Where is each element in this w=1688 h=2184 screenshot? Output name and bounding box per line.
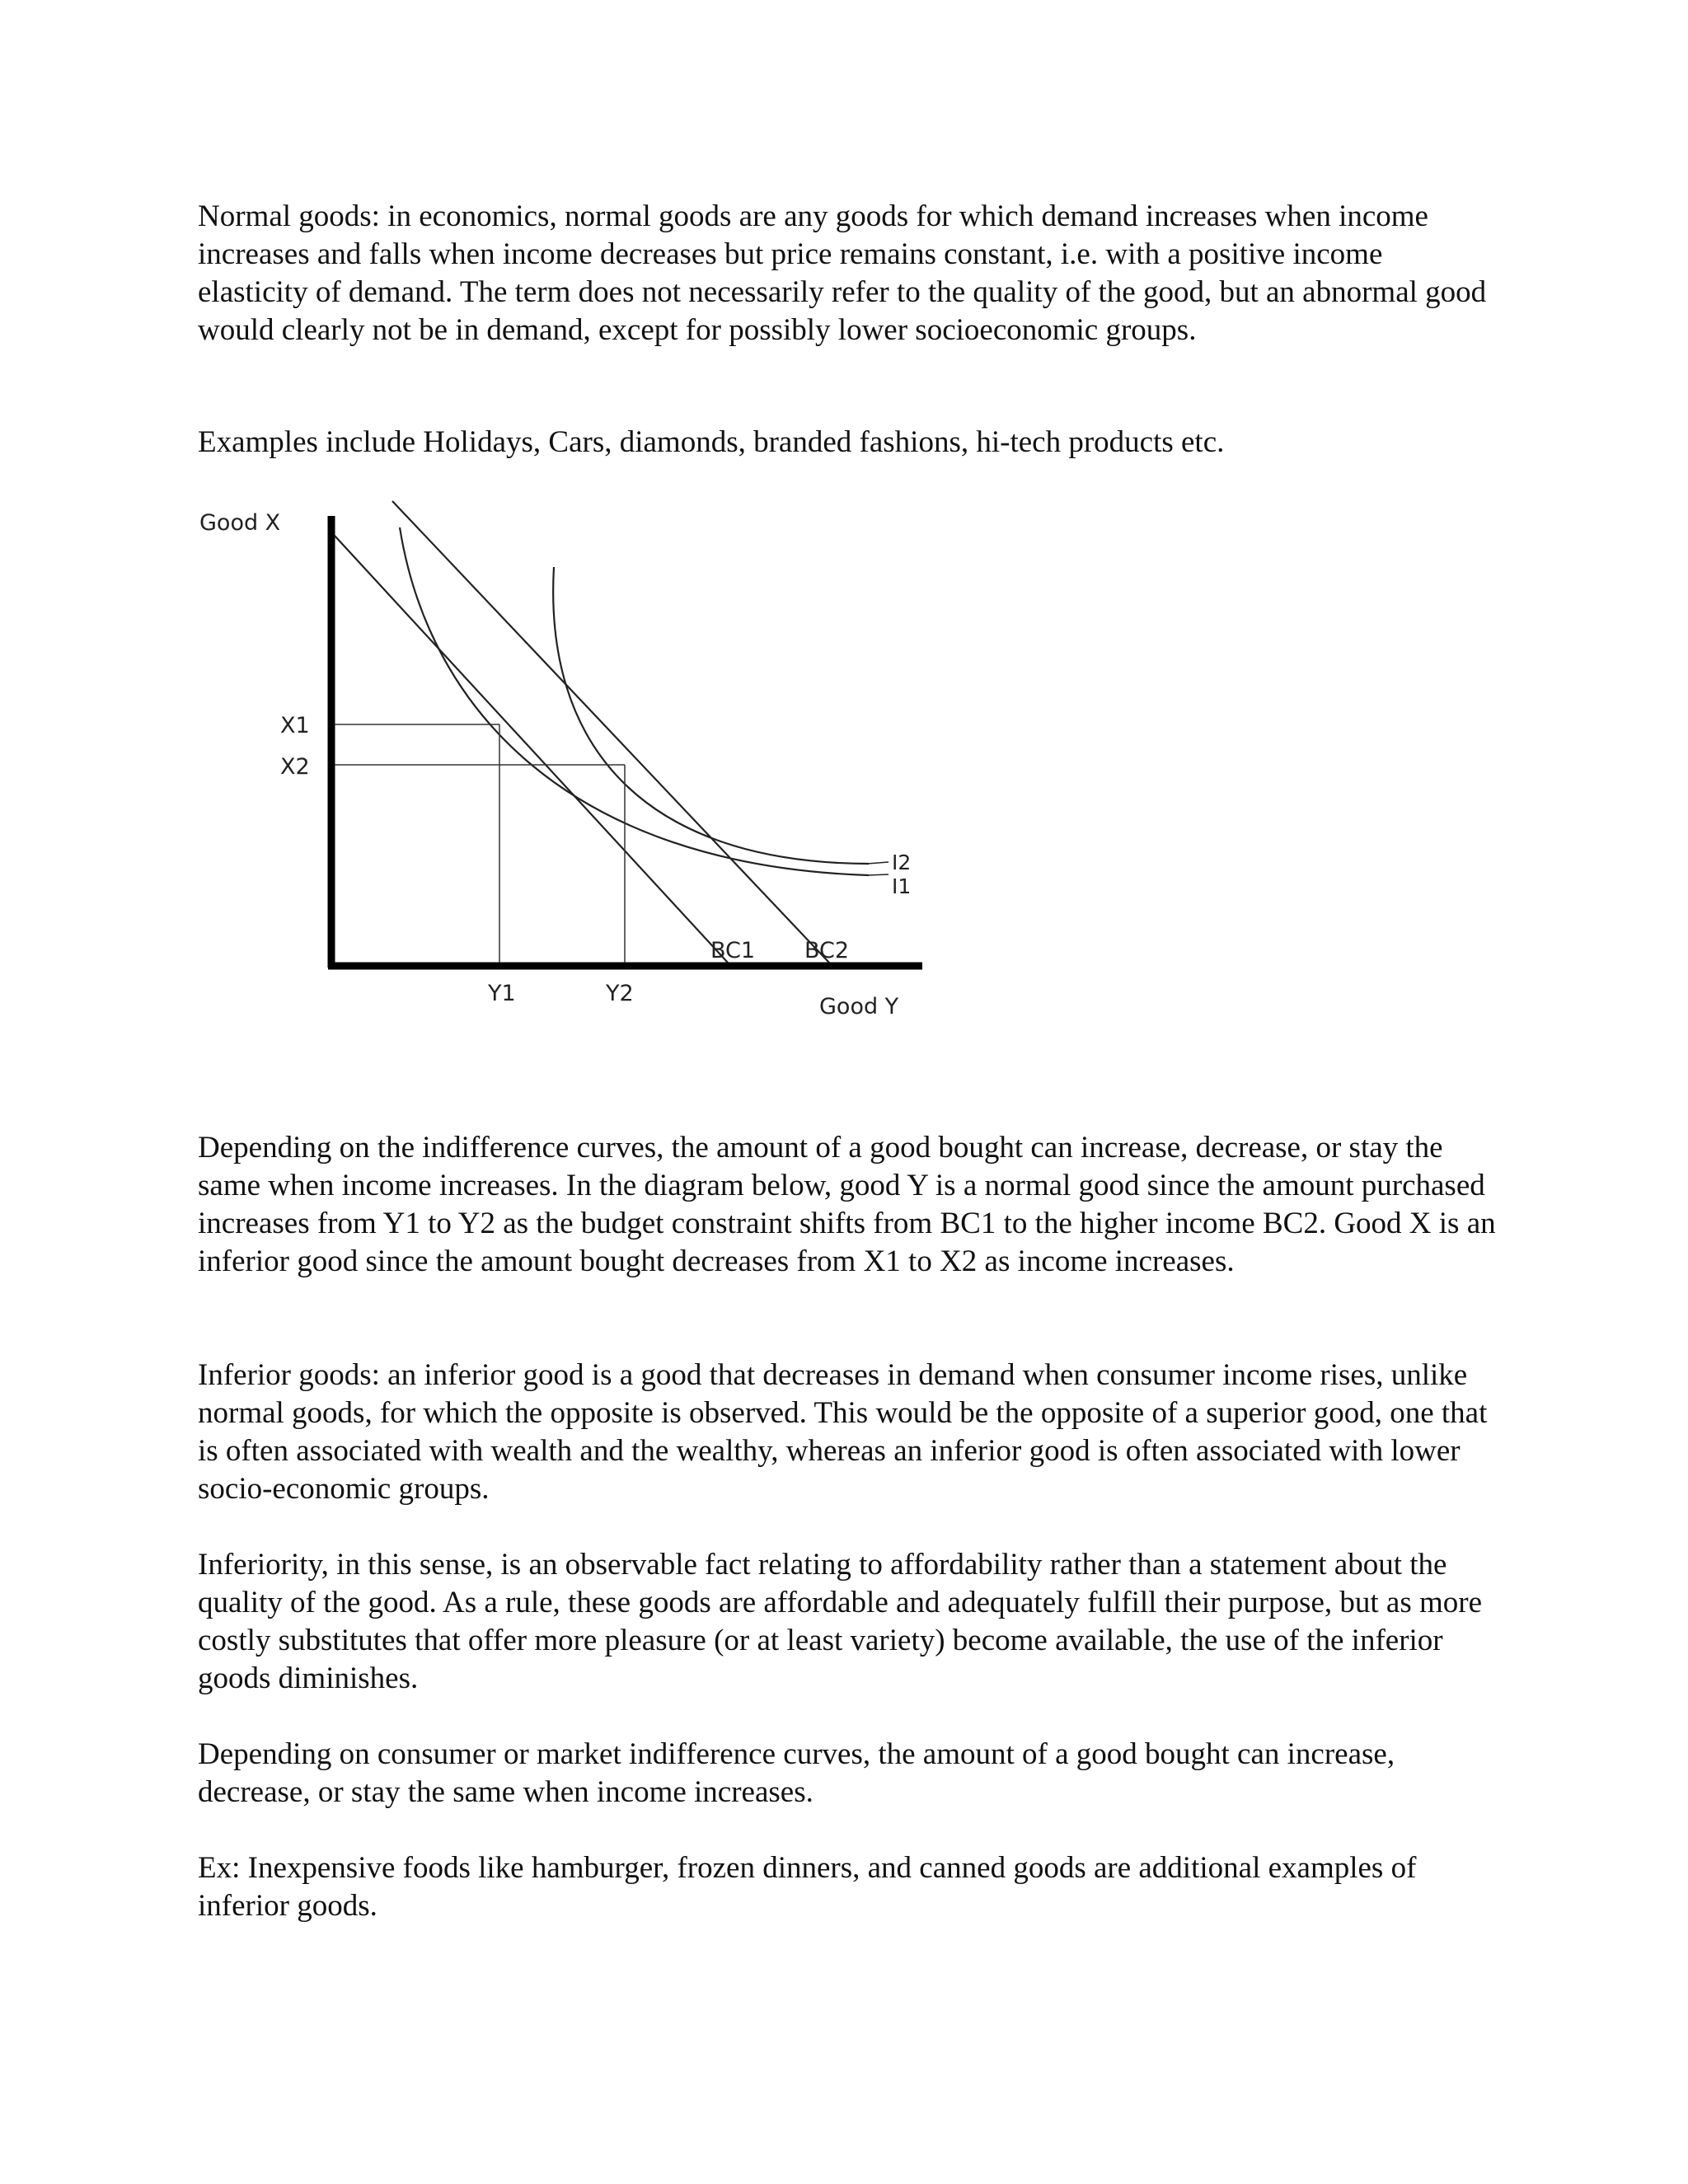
market-curves-paragraph: Depending on consumer or market indifference curves, the amount of a good bought can increase, decrease, or stay the same when income increases. — [198, 1737, 1395, 1809]
i2-leader — [867, 862, 889, 864]
x-axis-label: Good Y — [819, 994, 899, 1019]
budget-label-bc1: BC1 — [710, 938, 756, 963]
tick-label-x2: X2 — [280, 754, 310, 780]
inferiority-paragraph: Inferiority, in this sense, is an observable fact relating to affordability rather than a statement about the quality of the good. As a rule, these goods are affordable and adequately fulfill their purpose, but as more costly substitutes that offer more pleasure (or at least variety) become available, the use of the inferior goods diminishes. — [198, 1548, 1482, 1695]
tick-label-x1: X1 — [280, 713, 310, 738]
i1-leader — [867, 874, 889, 875]
tick-label-y1: Y1 — [488, 981, 516, 1006]
budget-line-bc1 — [335, 536, 728, 963]
normal-goods-paragraph: Normal goods: in economics, normal goods are any goods for which demand increases when income increases and falls when income decreases but price remains constant, i.e. with a positive income elasticity of demand. The term does not necessarily refer to the quality of the good, but an abnormal good would clearly not be in demand, except for possibly lower socioeconomic groups. — [198, 199, 1487, 347]
indifference-curve-i2 — [553, 567, 869, 864]
income-effect-diagram — [190, 494, 931, 1030]
curve-label-i1: I1 — [892, 874, 912, 898]
indifference-paragraph: Depending on the indifference curves, the amount of a good bought can increase, decrease, or stay the same when income increases. In the diagram below, good Y is a normal good since the amount purchased increases from Y1 to Y2 as the budget constraint shifts from BC1 to the higher income BC2. Good X is an inferior good since the amount bought decreases from X1 to X2 as income increases. — [198, 1131, 1496, 1278]
inferior-goods-paragraph: Inferior goods: an inferior good is a good that decreases in demand when consumer income rises, unlike normal goods, for which the opposite is observed. This would be the opposite of a superior good, one that is often associated with wealth and the wealthy, whereas an inferior good is often associated with lower socio-economic groups. — [198, 1358, 1488, 1506]
budget-line-bc2 — [392, 501, 829, 963]
budget-label-bc2: BC2 — [804, 938, 850, 963]
inferior-examples-paragraph: Ex: Inexpensive foods like hamburger, frozen dinners, and canned goods are additional examples of inferior goods. — [198, 1851, 1417, 1923]
indifference-curve-i1 — [400, 527, 869, 875]
normal-goods-examples: Examples include Holidays, Cars, diamonds, branded fashions, hi-tech products etc. — [198, 425, 1225, 459]
curve-label-i2: I2 — [892, 851, 912, 874]
tick-label-y2: Y2 — [606, 981, 634, 1006]
y-axis-label: Good X — [199, 510, 281, 536]
